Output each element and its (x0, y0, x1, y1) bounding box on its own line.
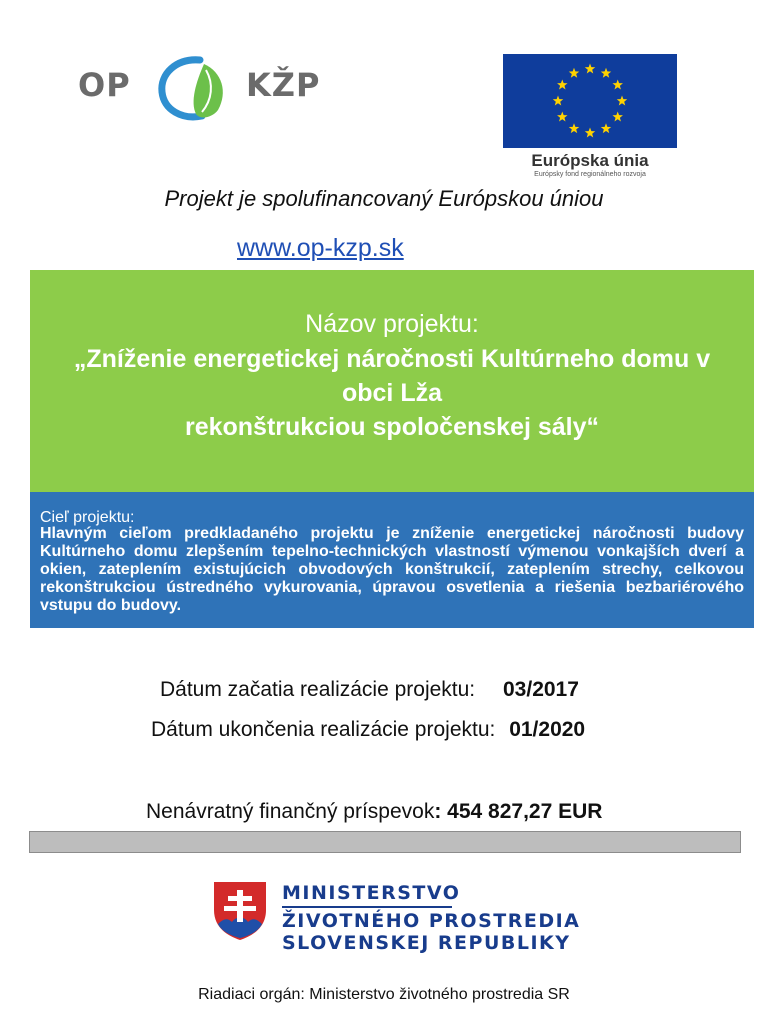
project-name (40, 342, 744, 444)
grant-label: Nenávratný finančný príspevok (146, 800, 435, 823)
eu-flag (503, 54, 677, 148)
project-name-line-3: rekonštrukciou spoločenskej sály“ (184, 413, 600, 441)
divider-bar (29, 831, 741, 853)
eu-star-icon (612, 80, 622, 90)
grant-value: : 454 827,27 EUR (434, 800, 603, 823)
footer-managing-authority: Riadiaci orgán: Ministerstvo životného prostredia SR (198, 986, 570, 1003)
start-date-row (160, 678, 579, 702)
leaf-swirl-icon (156, 52, 238, 124)
project-name-line-1: „Zníženie energetickej náročnosti Kultúrneho domu v (73, 345, 711, 373)
ministry-underline (282, 906, 452, 908)
end-date-row (151, 718, 585, 742)
eu-star-icon (585, 64, 595, 74)
goal-label: Cieľ projektu: (40, 509, 135, 526)
ministry-line-2: ŽIVOTNÉHO PROSTREDIA (282, 910, 581, 932)
goal-text: Hlavným cieľom predkladaného projektu je zníženie energetickej náročnosti budovy Kultúrneho domu zlepšením tepelno-technických vlastností výmenou vonkajších dverí a okien, zateplením existujúcich obvodových konštrukcií, zateplením strechy, celkovou rekonštrukciou ústredného vykurovania, úpravou osvetlenia a riešenia bezbariérového vstupu do budovy. (40, 525, 744, 614)
start-date-value: 03/2017 (503, 678, 579, 701)
project-name-line-2: obci Lža (341, 379, 442, 407)
logo-op-text: OP (78, 66, 131, 104)
eu-star-icon (553, 96, 563, 106)
ministry-line-3: SLOVENSKEJ REPUBLIKY (282, 932, 571, 954)
eu-star-icon (557, 80, 567, 90)
eu-star-icon (585, 128, 595, 138)
project-goal-box (30, 492, 754, 628)
project-title-box (30, 270, 754, 492)
eu-star-icon (617, 96, 627, 106)
eu-star-icon (601, 123, 611, 133)
eu-star-icon (612, 112, 622, 122)
grant-row (146, 800, 602, 824)
eu-sublabel: Európsky fond regionálneho rozvoja (534, 171, 646, 178)
op-kzp-logo (78, 52, 340, 124)
start-date-label: Dátum začatia realizácie projektu: (160, 678, 476, 701)
ministry-line-1: MINISTERSTVO (282, 882, 461, 904)
cofinanced-text: Projekt je spolufinancovaný Európskou úniou (164, 186, 604, 211)
project-title-label: Názov projektu: (305, 310, 479, 338)
eu-stars-icon (503, 54, 677, 148)
eu-star-icon (557, 112, 567, 122)
eu-star-icon (601, 68, 611, 78)
logo-kzp-text: KŽP (246, 66, 321, 104)
eu-star-icon (569, 68, 579, 78)
eu-star-icon (569, 123, 579, 133)
ministry-logo (212, 878, 592, 958)
end-date-label: Dátum ukončenia realizácie projektu: (151, 718, 496, 741)
slovak-coat-of-arms-icon (212, 880, 268, 942)
eu-label: Európska únia (531, 151, 649, 170)
website-link[interactable]: www.op-kzp.sk (237, 234, 404, 262)
end-date-value: 01/2020 (509, 718, 586, 741)
